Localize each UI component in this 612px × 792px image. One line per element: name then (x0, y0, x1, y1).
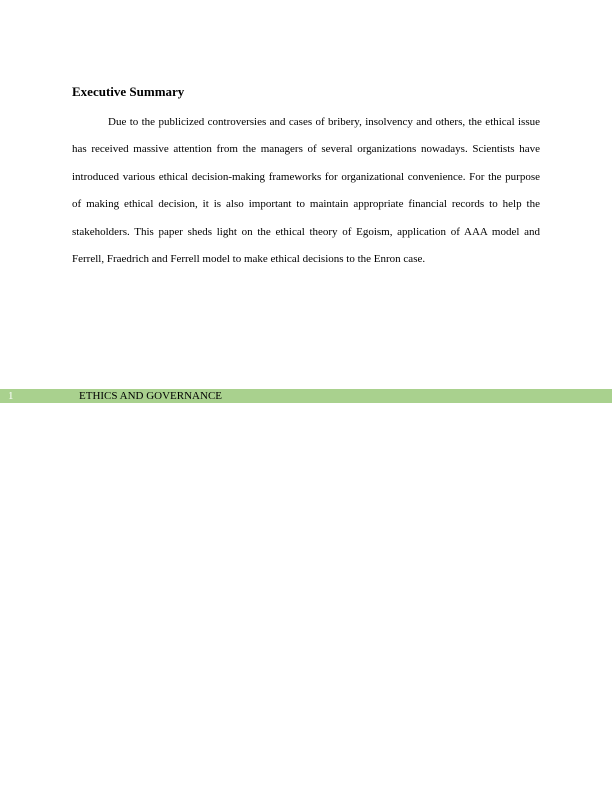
running-head: ETHICS AND GOVERNANCE (79, 390, 222, 402)
section-heading: Executive Summary (72, 84, 185, 99)
page-number: 1 (8, 390, 14, 402)
summary-paragraph: Due to the publicized controversies and cases of bribery, insolvency and others, the ethical issue has received massive attention from the managers of several organizations nowadays. Scientists have introduced various ethical decision-making frameworks for organizational convenience. For the purpose of making ethical decision, it is also important to maintain appropriate financial records to help the stakeholders. This paper sheds light on the ethical theory of Egoism, application of AAA model and Ferrell, Fraedrich and Ferrell model to make ethical decisions to the Enron case. (72, 116, 540, 266)
page-header-bar (0, 389, 612, 403)
